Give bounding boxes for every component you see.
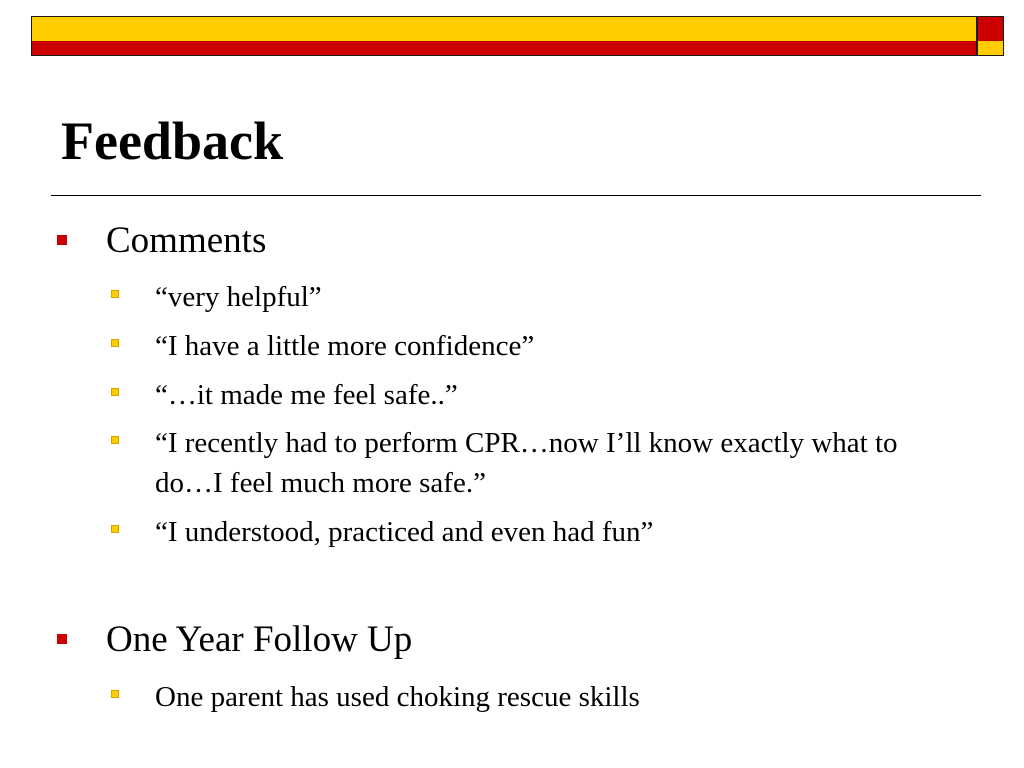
red-square-bullet-icon: [57, 235, 67, 245]
header-corner-block: [977, 16, 1004, 56]
yellow-square-bullet-icon: [111, 690, 119, 698]
slide-title: Feedback: [61, 111, 283, 171]
bullet-heading: One Year Follow Up: [106, 619, 413, 660]
comment-text: “I have a little more confidence”: [155, 330, 535, 362]
comment-text: “very helpful”: [155, 281, 322, 313]
yellow-square-bullet-icon: [111, 436, 119, 444]
yellow-square-bullet-icon: [111, 339, 119, 347]
comment-text: “I understood, practiced and even had fun”: [155, 516, 654, 548]
bullet-heading: Comments: [106, 220, 267, 261]
red-square-bullet-icon: [57, 634, 67, 644]
yellow-square-bullet-icon: [111, 290, 119, 298]
header-stripe-red: [32, 41, 976, 55]
comment-text: “…it made me feel safe..”: [155, 379, 458, 411]
follow-up-text: One parent has used choking rescue skills: [155, 681, 640, 713]
yellow-square-bullet-icon: [111, 525, 119, 533]
header-stripe-yellow: [32, 17, 976, 43]
title-divider: [51, 195, 981, 196]
comment-text: “I recently had to perform CPR…now I’ll know exactly what to do…I feel much more safe.”: [155, 427, 898, 499]
header-corner-red: [978, 17, 1003, 43]
yellow-square-bullet-icon: [111, 388, 119, 396]
header-stripe: [31, 16, 977, 56]
header-corner-yellow: [978, 41, 1003, 55]
